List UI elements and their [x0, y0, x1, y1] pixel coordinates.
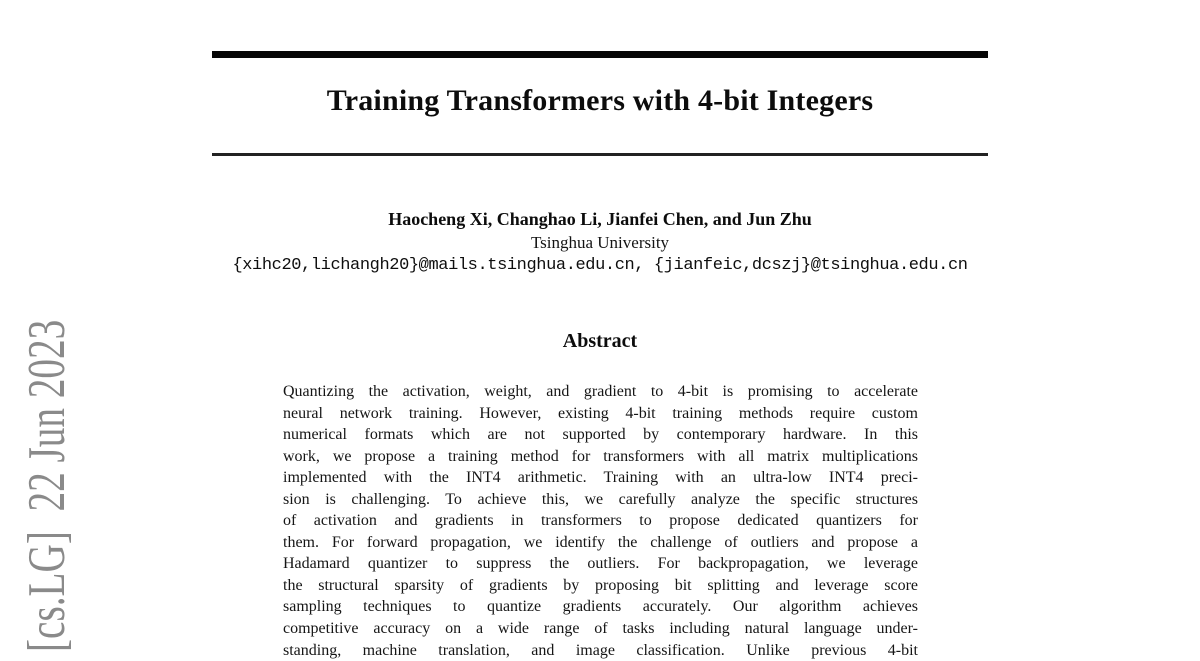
abstract-line: sampling techniques to quantize gradients accurately. Our algorithm achieves: [283, 598, 918, 616]
abstract-line: them. For forward propagation, we identify the challenge of outliers and propose a: [283, 533, 918, 551]
abstract-line: competitive accuracy on a wide range of tasks including natural language under-: [283, 620, 918, 638]
header-rule-thick: [212, 51, 988, 58]
paper-title: Training Transformers with 4-bit Integers: [326, 84, 874, 117]
abstract-line: neural network training. However, existing 4-bit training methods require custom: [283, 404, 918, 422]
author-emails: {xihc20,lichangh20}@mails.tsinghua.edu.cn, {jianfeic,dcszj}@tsinghua.edu.cn: [232, 256, 968, 275]
author-block: [100, 208, 1100, 277]
abstract-line: numerical formats which are not supported by contemporary hardware. In this: [283, 426, 918, 444]
abstract-body: [283, 381, 918, 661]
arxiv-stamp: [cs.LG] 22 Jun 2023: [18, 319, 76, 652]
abstract-line: work, we propose a training method for transformers with all matrix multiplications: [283, 447, 918, 465]
abstract-line: of activation and gradients in transformers to propose dedicated quantizers for: [283, 512, 918, 530]
author-affiliation: Tsinghua University: [530, 233, 670, 252]
abstract-line: Quantizing the activation, weight, and gradient to 4-bit is promising to accelerate: [283, 383, 918, 400]
abstract-line: implemented with the INT4 arithmetic. Training with an ultra-low INT4 preci-: [283, 469, 918, 487]
author-names: Haocheng Xi, Changhao Li, Jianfei Chen, and Jun Zhu: [388, 209, 812, 229]
abstract-line: the structural sparsity of gradients by proposing bit splitting and leverage score: [283, 576, 918, 594]
abstract-line: standing, machine translation, and image classification. Unlike previous 4-bit: [283, 641, 918, 659]
abstract-line: Hadamard quantizer to suppress the outliers. For backpropagation, we leverage: [283, 555, 918, 573]
header-rule-thin: [212, 153, 988, 156]
abstract-heading: Abstract: [562, 330, 638, 352]
abstract-line: sion is challenging. To achieve this, we carefully analyze the specific structures: [283, 490, 918, 508]
